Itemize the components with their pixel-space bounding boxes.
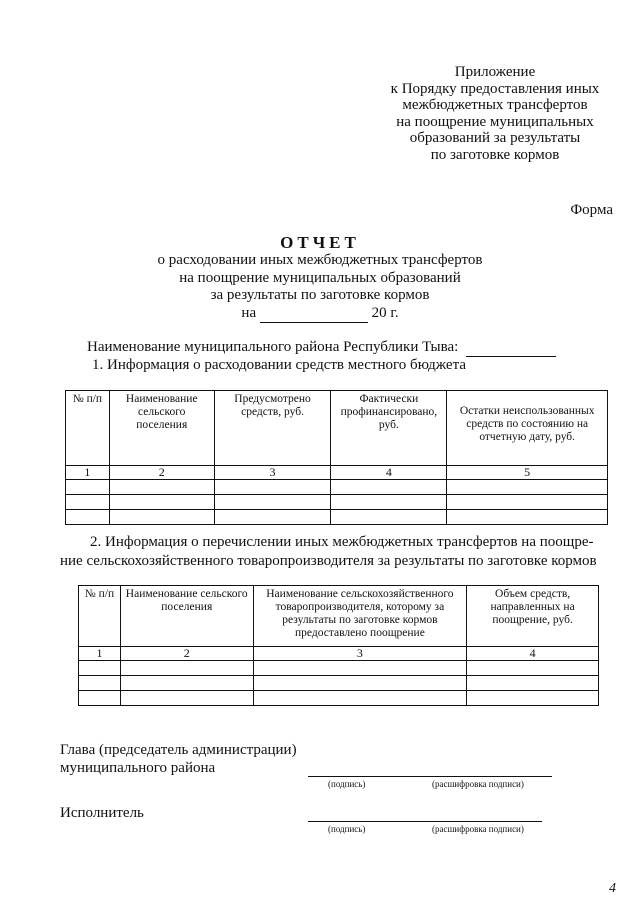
header-cell: Наименование сельского поселения [109, 391, 214, 466]
head-title-line: Глава (председатель администрации) [60, 742, 297, 758]
header-cell: Наименование сельского поселения [120, 586, 253, 647]
header-cell: Фактически профинансировано, руб. [331, 391, 447, 466]
signature-caption: (подпись) [328, 824, 366, 834]
appendix-line: Приложение [454, 64, 536, 80]
appendix-block [370, 64, 620, 163]
table-local-budget [65, 390, 608, 525]
empty-cell[interactable] [109, 510, 214, 525]
empty-cell[interactable] [467, 661, 599, 676]
district-name-row [87, 339, 556, 357]
subtitle-line: о расходовании иных межбюджетных трансфертов [157, 252, 483, 268]
number-cell: 1 [79, 647, 121, 661]
appendix-line: на поощрение муниципальных [396, 113, 594, 130]
empty-cell[interactable] [214, 510, 331, 525]
report-date-line [0, 305, 640, 324]
empty-cell[interactable] [109, 495, 214, 510]
empty-cell[interactable] [331, 510, 447, 525]
number-cell: 4 [331, 466, 447, 480]
header-cell: Объем средств, направленных на поощрение, руб. [467, 586, 599, 647]
form-label: Форма [570, 202, 613, 218]
signature-caption: (подпись) [328, 779, 366, 789]
empty-cell[interactable] [66, 495, 110, 510]
header-cell: Предусмотрено средств, руб. [214, 391, 331, 466]
table-header-row [79, 586, 599, 647]
column-number-row [79, 647, 599, 661]
page-number: 4 [609, 881, 616, 896]
document-title: ОТЧЕТ [280, 233, 360, 252]
number-cell: 4 [467, 647, 599, 661]
table-row [66, 510, 608, 525]
empty-cell[interactable] [214, 495, 331, 510]
empty-cell[interactable] [447, 495, 608, 510]
subtitle-line: за результаты по заготовке кормов [210, 287, 430, 303]
empty-cell[interactable] [120, 676, 253, 691]
header-cell: Наименование сельскохозяйственного товаропроизводителя, которому за результаты по заготовке кормов предоставлено поощрение [253, 586, 467, 647]
head-signature-line[interactable] [308, 776, 552, 777]
section2-text [60, 533, 608, 571]
number-cell: 2 [109, 466, 214, 480]
column-number-row [66, 466, 608, 480]
number-cell: 1 [66, 466, 110, 480]
head-title-line: муниципального района [60, 760, 216, 776]
appendix-line: образований за результаты [409, 130, 581, 146]
empty-cell[interactable] [66, 480, 110, 495]
appendix-line: межбюджетных трансфертов [402, 97, 588, 113]
table-row [66, 495, 608, 510]
appendix-line: к Порядку предоставления иных [390, 80, 600, 97]
number-cell: 2 [120, 647, 253, 661]
empty-cell[interactable] [79, 661, 121, 676]
date-suffix: 20 г. [371, 304, 399, 321]
appendix-line: по заготовке кормов [430, 146, 560, 163]
table-header-row [66, 391, 608, 466]
header-cell: № п/п [66, 391, 110, 466]
decoding-caption: (расшифровка подписи) [432, 779, 524, 789]
section2-line: ние сельскохозяйственного товаропроизводителя за результаты по заготовке кормов [60, 553, 597, 569]
header-cell: № п/п [79, 586, 121, 647]
empty-cell[interactable] [79, 691, 121, 706]
empty-cell[interactable] [253, 661, 467, 676]
empty-cell[interactable] [253, 691, 467, 706]
section2-line: 2. Информация о перечислении иных межбюджетных трансфертов на поощре- [90, 534, 594, 550]
district-blank[interactable] [466, 339, 556, 357]
document-subtitle [0, 252, 640, 323]
table-row [79, 691, 599, 706]
empty-cell[interactable] [109, 480, 214, 495]
number-cell: 3 [214, 466, 331, 480]
empty-cell[interactable] [253, 676, 467, 691]
subtitle-line: на поощрение муниципальных образований [179, 269, 461, 286]
empty-cell[interactable] [467, 676, 599, 691]
executor-label: Исполнитель [60, 805, 144, 821]
empty-cell[interactable] [331, 480, 447, 495]
empty-cell[interactable] [214, 480, 331, 495]
empty-cell[interactable] [120, 691, 253, 706]
empty-cell[interactable] [66, 510, 110, 525]
date-blank[interactable] [260, 305, 368, 324]
table-transfers [78, 585, 599, 706]
table-row [66, 480, 608, 495]
table-row [79, 661, 599, 676]
empty-cell[interactable] [120, 661, 253, 676]
head-signature-label [60, 741, 297, 777]
number-cell: 5 [447, 466, 608, 480]
empty-cell[interactable] [447, 480, 608, 495]
empty-cell[interactable] [467, 691, 599, 706]
date-prefix: на [241, 304, 257, 321]
table-row [79, 676, 599, 691]
decoding-caption: (расшифровка подписи) [432, 824, 524, 834]
empty-cell[interactable] [331, 495, 447, 510]
empty-cell[interactable] [79, 676, 121, 691]
empty-cell[interactable] [447, 510, 608, 525]
district-label: Наименование муниципального района Республики Тыва: [87, 339, 459, 355]
header-cell: Остатки неиспользованных средств по состоянию на отчетную дату, руб. [447, 391, 608, 466]
number-cell: 3 [253, 647, 467, 661]
section1-title: 1. Информация о расходовании средств местного бюджета [92, 357, 466, 373]
executor-signature-line[interactable] [308, 821, 542, 822]
